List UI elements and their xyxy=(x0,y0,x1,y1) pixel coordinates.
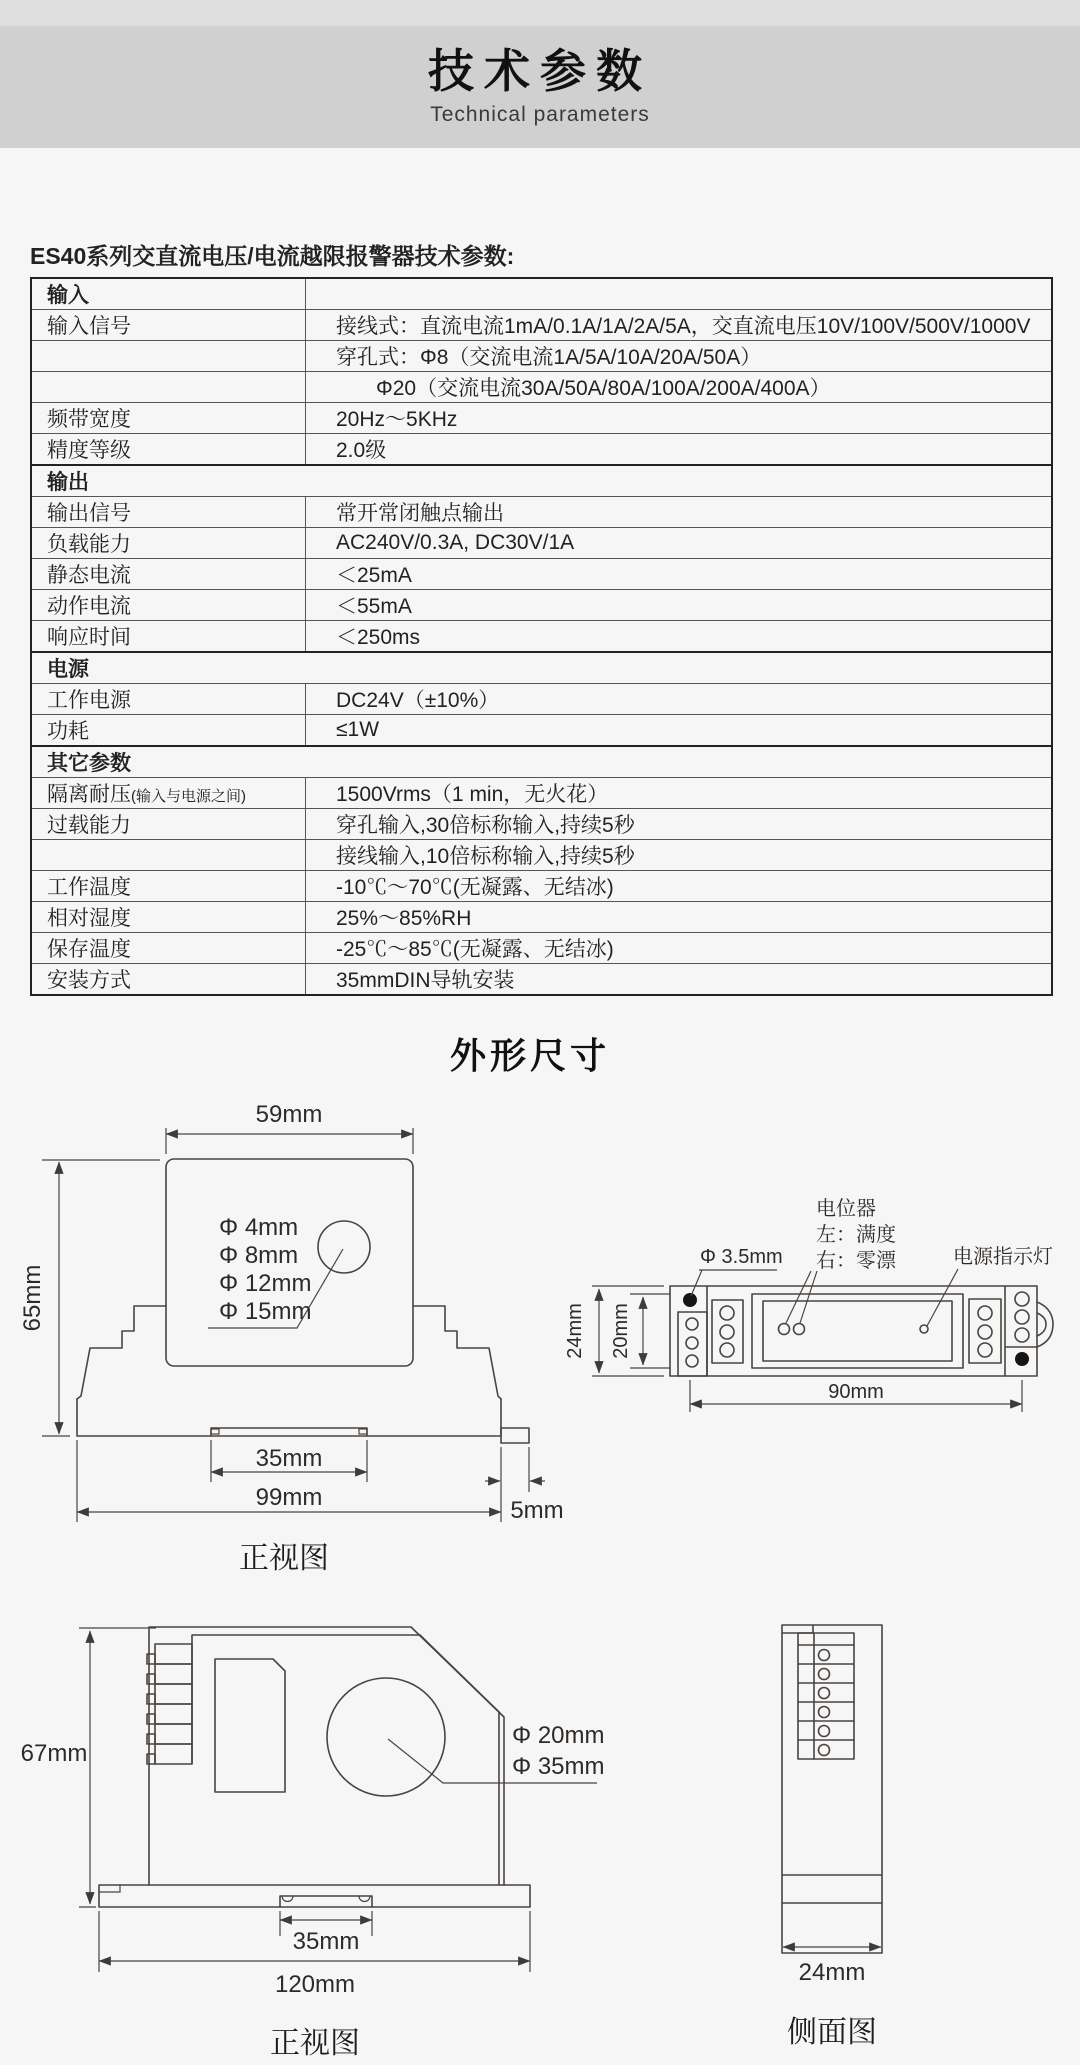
section-label: 电源 xyxy=(31,652,1052,684)
param-label xyxy=(31,372,306,403)
table-row xyxy=(31,559,1052,590)
dim-65mm: 65mm xyxy=(19,1264,46,1332)
table-row xyxy=(31,933,1052,964)
dim-67mm: 67mm xyxy=(20,1740,88,1767)
param-label: 安装方式 xyxy=(31,964,306,996)
table-row xyxy=(31,621,1052,653)
potentiometer-label: 电位器 xyxy=(816,1198,876,1220)
hole-label-8mm: Φ 8mm xyxy=(219,1242,299,1269)
param-value: 穿孔式：Φ8（交流电流1A/5A/10A/20A/50A） xyxy=(306,341,1053,372)
param-value: -25℃～85℃(无凝露、无结冰) xyxy=(306,933,1053,964)
table-row xyxy=(31,684,1052,715)
param-label: 功耗 xyxy=(31,715,306,747)
param-label: 工作电源 xyxy=(31,684,306,715)
page-subtitle: Technical parameters xyxy=(430,102,650,126)
section-label: 其它参数 xyxy=(31,746,1052,778)
table-row xyxy=(31,528,1052,559)
param-value: DC24V（±10%） xyxy=(306,684,1053,715)
top-view-drawing xyxy=(564,1197,1053,1412)
dimension-drawings xyxy=(0,1090,1080,2065)
param-value: 常开常闭触点输出 xyxy=(306,497,1053,528)
front-view-top-caption: 正视图 xyxy=(239,1542,329,1575)
page-header xyxy=(0,26,1080,148)
dim-5mm: 5mm xyxy=(510,1497,564,1524)
power-led-label: 电源指示灯 xyxy=(953,1246,1053,1268)
param-label: 相对湿度 xyxy=(31,902,306,933)
param-value: ＜55mA xyxy=(306,590,1053,621)
front-view-bottom-drawing xyxy=(21,1627,605,2060)
param-value: 20Hz～5KHz xyxy=(306,403,1053,434)
dim-120mm: 120mm xyxy=(274,1971,356,1998)
table-row xyxy=(31,372,1052,403)
param-value: 2.0级 xyxy=(306,434,1053,466)
table-caption: ES40系列交直流电压/电流越限报警器技术参数: xyxy=(30,243,515,269)
param-label: 输出信号 xyxy=(31,497,306,528)
param-value: 1500Vrms（1 min，无火花） xyxy=(306,778,1053,809)
param-value: 接线式：直流电流1mA/0.1A/1A/2A/5A，交直流电压10V/100V/500V/1000V xyxy=(306,310,1053,341)
hole-20mm-label: Φ 20mm xyxy=(512,1722,605,1749)
param-label-small: (输入与电源之间) xyxy=(131,788,246,805)
table-row xyxy=(31,902,1052,933)
param-label: 动作电流 xyxy=(31,590,306,621)
table-row xyxy=(31,434,1052,466)
param-value: 穿孔输入,30倍标称输入,持续5秒 xyxy=(306,809,1053,840)
param-label: 频带宽度 xyxy=(31,403,306,434)
param-label: 过载能力 xyxy=(31,809,306,840)
table-row xyxy=(31,746,1052,778)
dim-24mm-side: 24mm xyxy=(798,1959,866,1986)
side-view-drawing xyxy=(782,1625,882,2049)
param-value: 35mmDIN导轨安装 xyxy=(306,964,1053,996)
param-value: -10℃～70℃(无凝露、无结冰) xyxy=(306,871,1053,902)
param-label: 负载能力 xyxy=(31,528,306,559)
dim-90mm: 90mm xyxy=(828,1381,884,1403)
table-row xyxy=(31,341,1052,372)
table-row xyxy=(31,809,1052,840)
dim-24mm-top: 24mm xyxy=(564,1303,586,1359)
dim-35mm-bottom: 35mm xyxy=(292,1928,360,1955)
param-label: 保存温度 xyxy=(31,933,306,964)
table-row xyxy=(31,778,1052,809)
param-value: 25%～85%RH xyxy=(306,902,1053,933)
table-row xyxy=(31,497,1052,528)
param-value: 接线输入,10倍标称输入,持续5秒 xyxy=(306,840,1053,871)
page-title: 技术参数 xyxy=(428,44,652,97)
hole-label-12mm: Φ 12mm xyxy=(219,1270,312,1297)
hole-label-15mm: Φ 15mm xyxy=(219,1298,312,1325)
table-row xyxy=(31,964,1052,996)
param-label: 隔离耐压(输入与电源之间) xyxy=(31,778,306,809)
potentiometer-left-label: 左：满度 xyxy=(816,1224,896,1246)
table-row xyxy=(31,465,1052,497)
front-view-top-drawing xyxy=(19,1101,564,1575)
param-label: 工作温度 xyxy=(31,871,306,902)
table-row xyxy=(31,278,1052,310)
param-value: ＜250ms xyxy=(306,621,1053,653)
table-row xyxy=(31,590,1052,621)
param-label: 输入信号 xyxy=(31,310,306,341)
parameters-table xyxy=(30,277,1053,996)
param-value: ＜25mA xyxy=(306,559,1053,590)
param-value: ≤1W xyxy=(306,715,1053,747)
table-row xyxy=(31,840,1052,871)
side-view-caption: 侧面图 xyxy=(787,2016,877,2049)
param-label: 静态电流 xyxy=(31,559,306,590)
param-label: 响应时间 xyxy=(31,621,306,653)
section-label: 输出 xyxy=(31,465,1052,497)
dim-35mm-top: 35mm xyxy=(255,1445,323,1472)
param-value xyxy=(306,278,1053,310)
dim-20mm: 20mm xyxy=(610,1303,632,1359)
param-value: Φ20（交流电流30A/50A/80A/100A/200A/400A） xyxy=(306,372,1053,403)
param-label: 输入 xyxy=(47,284,89,307)
dimensions-section-title: 外形尺寸 xyxy=(449,1035,610,1076)
param-value: AC240V/0.3A, DC30V/1A xyxy=(306,528,1053,559)
dim-59mm: 59mm xyxy=(255,1101,323,1128)
hole-35mm-label: Φ 35mm xyxy=(512,1753,605,1780)
table-row xyxy=(31,715,1052,747)
dim-99mm: 99mm xyxy=(255,1484,323,1511)
table-row xyxy=(31,403,1052,434)
param-label xyxy=(31,840,306,871)
potentiometer-right-label: 右：零漂 xyxy=(816,1250,896,1272)
table-row xyxy=(31,310,1052,341)
top-strip xyxy=(0,0,1080,26)
hole-3-5mm-label: Φ 3.5mm xyxy=(700,1246,783,1268)
param-label xyxy=(31,341,306,372)
hole-label-4mm: Φ 4mm xyxy=(219,1214,299,1241)
front-view-bottom-caption: 正视图 xyxy=(270,2027,360,2060)
table-row xyxy=(31,652,1052,684)
table-row xyxy=(31,871,1052,902)
param-label: 精度等级 xyxy=(31,434,306,466)
